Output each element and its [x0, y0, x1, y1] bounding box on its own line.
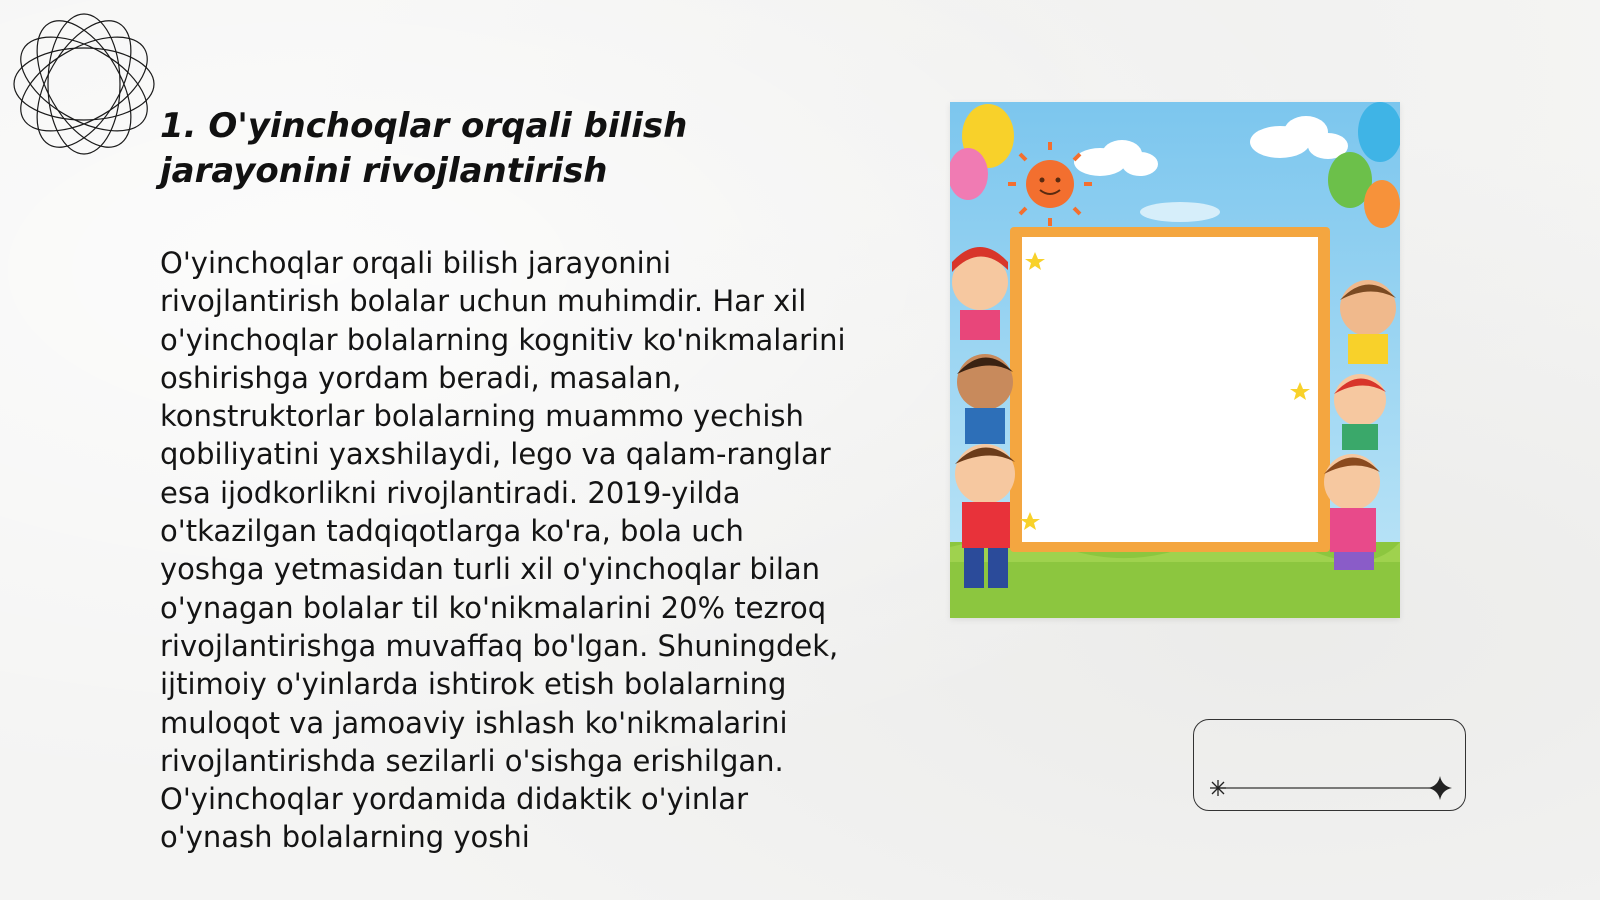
- slider-line: [1194, 720, 1465, 810]
- four-point-star-icon: [1428, 776, 1452, 800]
- sparkle-icon: [1210, 780, 1226, 796]
- children-frame-illustration: [950, 102, 1400, 618]
- slide-title: 1. O'yinchoqlar orqali bilish jarayonini rivojlantirish: [160, 106, 688, 191]
- orbit-rings-icon: [10, 10, 158, 158]
- slide-body-text: O'yinchoqlar orqali bilish jarayonini rivojlantirish bolalar uchun muhimdir. Har xil o'yinchoqlar bolalarning kognitiv ko'nikmalarini oshirishga yordam beradi, masalan, konstruktorlar bolalarning muammo yechish qobiliyatini yaxshilaydi, lego va qalam-ranglar esa ijodkorlikni rivojlantiradi. 2019-yilda o'tkazilgan tadqiqotlarga ko'ra, bola uch yoshga yetmasidan turli xil o'yinchoqlar bilan o'ynagan bolalar til ko'nikmalarini 20% tezroq rivojlantirishga muvaffaq bo'lgan. Shuningdek, ijtimoiy o'yinlarda ishtirok etish bolalarning muloqot va jamoaviy ishlash ko'nikmalarini rivojlantirishda sezilarli o'sishga erishilgan. O'yinchoqlar yordamida didaktik o'yinlar o'ynash bolalarning yoshi: [160, 246, 846, 855]
- slider-box: [1193, 719, 1466, 811]
